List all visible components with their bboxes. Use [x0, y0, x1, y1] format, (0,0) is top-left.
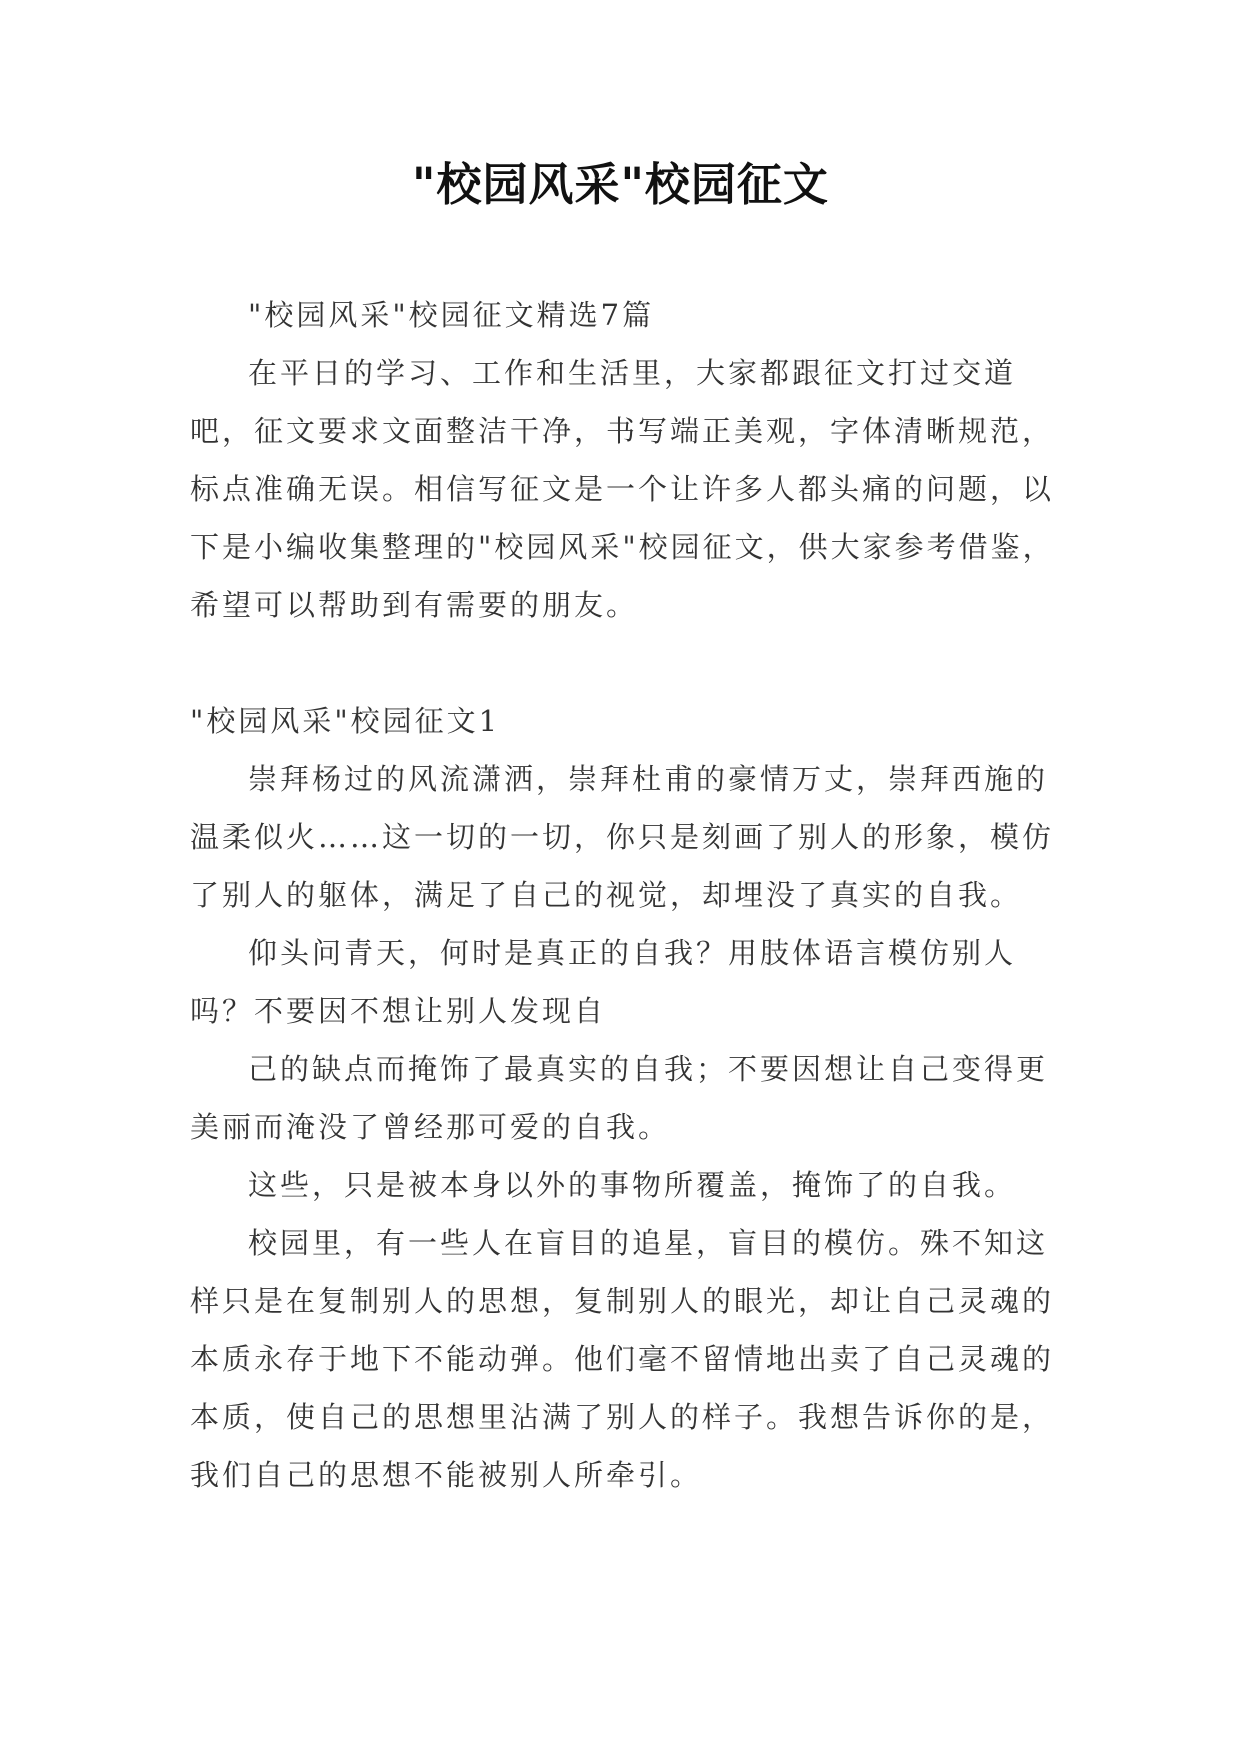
document-title: "校园风采"校园征文 — [412, 158, 829, 211]
body-paragraph-4: 这些，只是被本身以外的事物所覆盖，掩饰了的自我。 — [248, 1168, 1017, 1202]
body-paragraph-3: 己的缺点而掩饰了最真实的自我；不要因想让自己变得更美丽而淹没了曾经那可爱的自我。 — [190, 1052, 1049, 1144]
body-paragraph-1: 崇拜杨过的风流潇洒，崇拜杜甫的豪情万丈，崇拜西施的温柔似火……这一切的一切，你只是刻画了别人的形象，模仿了别人的躯体，满足了自己的视觉，却埋没了真实的自我。 — [190, 762, 1055, 912]
section-heading: "校园风采"校园征文1 — [190, 704, 501, 738]
body-paragraph-5: 校园里，有一些人在盲目的追星，盲目的模仿。殊不知这样只是在复制别人的思想，复制别人的眼光，却让自己灵魂的本质永存于地下不能动弹。他们毫不留情地出卖了自己灵魂的本质，使自己的思想里沾满了别人的样子。我想告诉你的是，我们自己的思想不能被别人所牵引。 — [190, 1226, 1055, 1492]
document-body — [190, 286, 1070, 1504]
document-subtitle: "校园风采"校园征文精选7篇 — [248, 298, 655, 332]
body-paragraph-2: 仰头问青天，何时是真正的自我？用肢体语言模仿别人吗？不要因不想让别人发现自 — [190, 936, 1017, 1028]
intro-paragraph: 在平日的学习、工作和生活里，大家都跟征文打过交道吧，征文要求文面整洁干净，书写端正美观，字体清晰规范，标点准确无误。相信写征文是一个让许多人都头痛的问题，以下是小编收集整理的"校园风采"校园征文，供大家参考借鉴，希望可以帮助到有需要的朋友。 — [190, 356, 1055, 622]
